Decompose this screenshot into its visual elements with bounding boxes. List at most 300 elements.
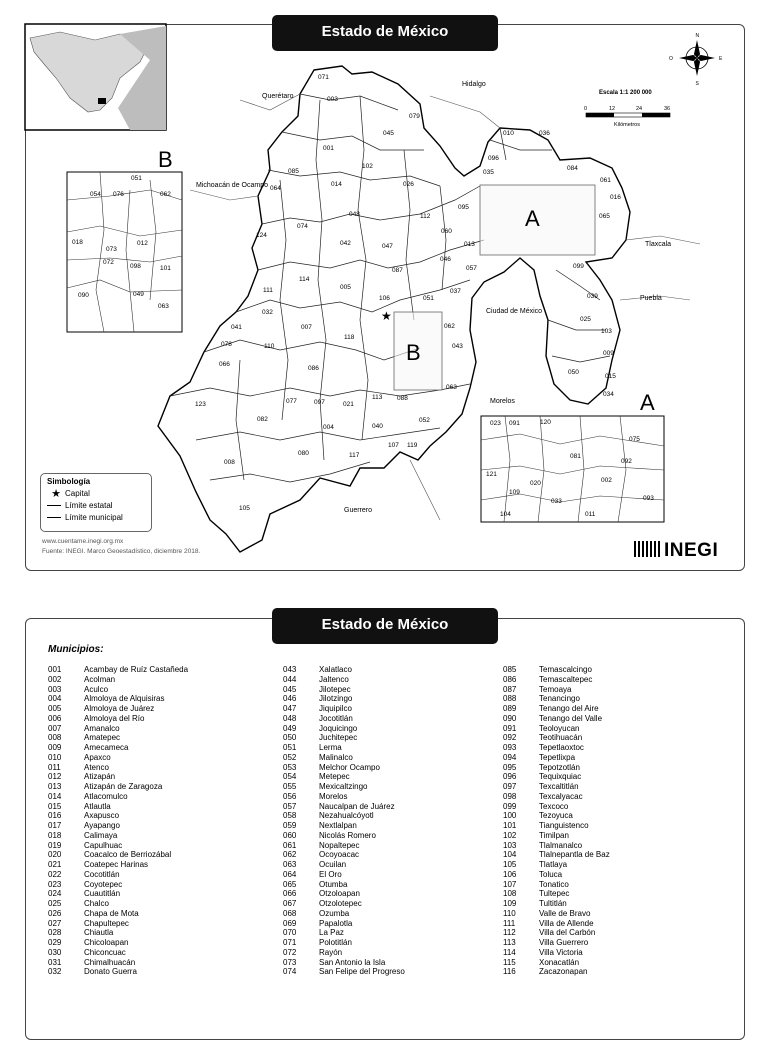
municipio-row bbox=[503, 899, 610, 909]
svg-text:N: N bbox=[695, 33, 700, 39]
municipality-code: 085 bbox=[288, 168, 299, 175]
municipio-name: Tlalnepantla de Baz bbox=[539, 850, 610, 860]
municipio-name: San Felipe del Progreso bbox=[319, 967, 405, 977]
municipio-code: 011 bbox=[48, 762, 61, 772]
municipality-code: 013 bbox=[464, 241, 475, 248]
municipio-row bbox=[48, 860, 188, 870]
municipio-row bbox=[48, 782, 188, 792]
municipio-code: 013 bbox=[48, 782, 62, 791]
municipality-code: 088 bbox=[397, 395, 408, 402]
label-guerrero: Guerrero bbox=[344, 507, 373, 514]
municipio-row bbox=[48, 948, 188, 958]
municipio-row bbox=[283, 694, 405, 704]
municipio-row bbox=[48, 811, 188, 821]
municipio-code: 065 bbox=[283, 879, 297, 889]
municipios-col-1 bbox=[48, 665, 188, 977]
inset-b-label-big: B bbox=[158, 147, 173, 172]
municipio-row bbox=[503, 821, 610, 831]
municipio-name: La Paz bbox=[319, 928, 344, 938]
municipality-code: 047 bbox=[382, 243, 393, 250]
municipio-row bbox=[503, 704, 610, 714]
municipio-name: Ocoyoacac bbox=[319, 850, 360, 860]
municipio-row bbox=[283, 870, 405, 880]
municipio-row bbox=[48, 870, 188, 880]
municipio-name: Otumba bbox=[319, 879, 348, 889]
municipio-code: 052 bbox=[283, 752, 297, 762]
municipality-code: 072 bbox=[103, 259, 114, 266]
state-line-icon bbox=[47, 505, 61, 506]
municipio-row bbox=[283, 763, 405, 773]
municipio-code: 058 bbox=[283, 811, 297, 821]
municipio-code: 085 bbox=[503, 665, 517, 674]
municipio-row bbox=[283, 889, 405, 899]
municipio-code: 008 bbox=[48, 733, 62, 743]
municipio-name: Apaxco bbox=[84, 752, 111, 762]
municipio-name: Tultepec bbox=[539, 889, 570, 899]
municipality-code: 105 bbox=[239, 505, 250, 512]
municipio-row bbox=[283, 841, 405, 851]
municipio-name: Jilotepec bbox=[319, 684, 351, 694]
svg-text:E: E bbox=[719, 56, 723, 62]
municipality-code: 065 bbox=[599, 213, 610, 220]
municipality-code: 046 bbox=[440, 256, 451, 263]
municipality-code: 016 bbox=[610, 194, 621, 201]
municipio-name: Capulhuac bbox=[84, 840, 123, 850]
municipio-row bbox=[503, 665, 610, 675]
municipio-row bbox=[503, 880, 610, 890]
municipio-name: Amatepec bbox=[84, 733, 121, 743]
municipio-code: 071 bbox=[283, 938, 297, 947]
municipio-code: 102 bbox=[503, 830, 517, 840]
municipality-code: 103 bbox=[601, 328, 612, 335]
municipality-code: 037 bbox=[450, 288, 461, 295]
municipio-row bbox=[48, 772, 188, 782]
municipio-code: 031 bbox=[48, 957, 62, 967]
municipality-code: 003 bbox=[327, 96, 338, 103]
municipio-name: Coacalco de Berriozábal bbox=[84, 850, 172, 860]
municipio-name: Juchitepec bbox=[319, 733, 358, 743]
municipality-code: 084 bbox=[567, 165, 578, 172]
municipio-name: Papalotla bbox=[319, 918, 353, 928]
legend bbox=[40, 473, 152, 532]
municipality-code: 004 bbox=[323, 424, 334, 431]
municipality-code: 054 bbox=[90, 191, 101, 198]
municipio-row bbox=[283, 685, 405, 695]
municipio-name: Texcaltitlán bbox=[539, 782, 579, 791]
municipio-name: Tianguistenco bbox=[539, 821, 589, 830]
municipality-code: 066 bbox=[219, 361, 230, 368]
municipality-code: 050 bbox=[568, 369, 579, 376]
municipality-code: 119 bbox=[407, 442, 418, 449]
svg-text:S: S bbox=[695, 81, 699, 87]
municipio-row bbox=[283, 958, 405, 968]
municipio-code: 062 bbox=[283, 850, 297, 860]
municipio-name: Temoaya bbox=[539, 684, 572, 694]
municipio-code: 056 bbox=[283, 791, 297, 801]
municipio-name: Jiquipilco bbox=[319, 704, 352, 713]
municipio-code: 050 bbox=[283, 733, 297, 743]
municipality-code: 060 bbox=[441, 228, 452, 235]
municipality-code: 048 bbox=[349, 211, 360, 218]
municipio-code: 086 bbox=[503, 674, 517, 684]
label-cdmx: Ciudad de México bbox=[486, 308, 543, 315]
municipio-row bbox=[48, 694, 188, 704]
municipio-code: 053 bbox=[283, 762, 297, 772]
municipality-code: 035 bbox=[483, 169, 494, 176]
municipio-code: 019 bbox=[48, 840, 62, 850]
municipio-code: 110 bbox=[503, 908, 516, 918]
municipio-code: 097 bbox=[503, 782, 517, 791]
municipio-row bbox=[48, 802, 188, 812]
municipio-row bbox=[283, 792, 405, 802]
municipality-code: 034 bbox=[603, 391, 614, 398]
municipio-row bbox=[48, 724, 188, 734]
legend-state: Límite estatal bbox=[65, 501, 113, 510]
municipio-row bbox=[48, 831, 188, 841]
municipio-code: 057 bbox=[283, 801, 297, 811]
municipio-row bbox=[283, 919, 405, 929]
municipio-code: 072 bbox=[283, 947, 297, 957]
municipio-code: 096 bbox=[503, 772, 517, 782]
municipio-name: Tenancingo bbox=[539, 694, 580, 704]
municipio-name: El Oro bbox=[319, 869, 342, 879]
municipio-code: 049 bbox=[283, 723, 297, 733]
municipio-code: 002 bbox=[48, 674, 62, 684]
municipio-row bbox=[48, 675, 188, 685]
municipality-code: 118 bbox=[344, 334, 355, 341]
municipio-code: 099 bbox=[503, 801, 517, 811]
municipio-code: 005 bbox=[48, 704, 62, 713]
municipio-name: Otzoloapan bbox=[319, 889, 360, 899]
municipio-row bbox=[48, 928, 188, 938]
municipio-name: Tenango del Aire bbox=[539, 704, 599, 713]
municipality-code: 102 bbox=[362, 163, 373, 170]
municipio-code: 048 bbox=[283, 713, 297, 723]
municipality-code: 012 bbox=[137, 240, 148, 247]
svg-text:12: 12 bbox=[609, 106, 616, 112]
locator-marker bbox=[98, 98, 106, 104]
municipio-row bbox=[503, 792, 610, 802]
municipio-row bbox=[48, 763, 188, 773]
municipio-row bbox=[283, 743, 405, 753]
municipio-code: 069 bbox=[283, 918, 297, 928]
municipio-code: 023 bbox=[48, 879, 62, 889]
municipality-code: 096 bbox=[488, 155, 499, 162]
municipality-code: 073 bbox=[106, 246, 117, 253]
svg-text:24: 24 bbox=[636, 106, 643, 112]
municipio-code: 107 bbox=[503, 879, 517, 889]
municipality-code: 025 bbox=[580, 316, 591, 323]
municipality-code: 036 bbox=[539, 130, 550, 137]
municipio-name: Villa Victoria bbox=[539, 947, 583, 957]
municipio-row bbox=[283, 811, 405, 821]
municipio-row bbox=[503, 870, 610, 880]
municipio-name: Cuautitlán bbox=[84, 889, 121, 899]
municipio-row bbox=[283, 753, 405, 763]
municipio-code: 028 bbox=[48, 928, 62, 938]
municipio-name: Tequixquiac bbox=[539, 772, 582, 782]
municipio-code: 029 bbox=[48, 938, 62, 947]
inset-a-label-map: A bbox=[525, 206, 540, 231]
municipality-code: 071 bbox=[318, 74, 329, 81]
municipio-row bbox=[283, 899, 405, 909]
municipio-code: 007 bbox=[48, 723, 62, 733]
municipio-name: Ayapango bbox=[84, 821, 120, 830]
municipio-row bbox=[283, 938, 405, 948]
municipio-row bbox=[503, 802, 610, 812]
municipio-code: 018 bbox=[48, 830, 62, 840]
municipio-name: Chicoloapan bbox=[84, 938, 129, 947]
municipio-name: Atizapán bbox=[84, 772, 116, 782]
municipality-code: 026 bbox=[403, 181, 414, 188]
municipio-name: Almoloya de Alquisiras bbox=[84, 694, 165, 704]
municipality-code: 041 bbox=[231, 324, 242, 331]
municipality-code: 081 bbox=[570, 453, 581, 460]
municipality-code: 112 bbox=[420, 213, 431, 220]
municipio-name: Tlalmanalco bbox=[539, 840, 583, 850]
municipio-row bbox=[503, 919, 610, 929]
municipio-name: Joquicingo bbox=[319, 723, 358, 733]
label-michoacan: Michoacán de Ocampo bbox=[196, 182, 268, 189]
municipio-name: Tepetlixpa bbox=[539, 752, 576, 762]
municipality-code: 062 bbox=[444, 323, 455, 330]
municipio-code: 070 bbox=[283, 928, 297, 938]
municipio-row bbox=[503, 928, 610, 938]
municipio-name: Texcoco bbox=[539, 801, 569, 811]
municipio-code: 012 bbox=[48, 772, 62, 782]
municipio-code: 094 bbox=[503, 752, 517, 762]
municipio-name: Ocuilan bbox=[319, 860, 347, 869]
municipio-name: Morelos bbox=[319, 791, 348, 801]
municipality-code: 051 bbox=[131, 175, 142, 182]
municipio-name: Atizapán de Zaragoza bbox=[84, 782, 163, 791]
municipio-code: 090 bbox=[503, 713, 517, 723]
municipality-code: 051 bbox=[423, 295, 434, 302]
municipio-code: 026 bbox=[48, 908, 62, 918]
municipio-row bbox=[503, 860, 610, 870]
municipality-code: 011 bbox=[585, 511, 596, 518]
municipality-code: 093 bbox=[643, 495, 654, 502]
municipios-heading: Municipios: bbox=[48, 644, 104, 655]
municipio-code: 044 bbox=[283, 674, 297, 684]
municipality-code: 042 bbox=[340, 240, 351, 247]
municipio-code: 064 bbox=[283, 869, 297, 879]
inegi-logo: INEGI bbox=[634, 540, 718, 562]
municipality-code: 008 bbox=[224, 459, 235, 466]
municipio-name: Tenango del Valle bbox=[539, 713, 603, 723]
municipio-row bbox=[48, 967, 188, 977]
municipio-code: 025 bbox=[48, 899, 62, 908]
municipality-code: 097 bbox=[314, 399, 325, 406]
source-note: Fuente: INEGI. Marco Geoestadístico, diciembre 2018. bbox=[42, 548, 201, 555]
municipio-code: 108 bbox=[503, 889, 517, 899]
municipio-name: Chimalhuacán bbox=[84, 957, 136, 967]
municipio-code: 105 bbox=[503, 860, 517, 869]
municipality-code: 075 bbox=[629, 436, 640, 443]
municipio-row bbox=[283, 704, 405, 714]
municipio-code: 046 bbox=[283, 694, 297, 704]
municipality-code: 109 bbox=[509, 489, 520, 496]
municipio-name: Calimaya bbox=[84, 830, 118, 840]
municipality-code: 098 bbox=[130, 263, 141, 270]
municipio-code: 020 bbox=[48, 850, 62, 860]
municipio-code: 111 bbox=[503, 918, 516, 928]
label-puebla: Puebla bbox=[640, 295, 662, 302]
municipio-code: 114 bbox=[503, 947, 516, 957]
municipality-code: 021 bbox=[343, 401, 354, 408]
municipio-row bbox=[48, 733, 188, 743]
legend-title: Simbología bbox=[47, 477, 91, 486]
municipio-row bbox=[503, 733, 610, 743]
municipio-name: Malinalco bbox=[319, 752, 353, 762]
municipio-code: 022 bbox=[48, 869, 62, 879]
compass-icon bbox=[669, 33, 723, 87]
municipio-row bbox=[48, 889, 188, 899]
municipio-name: Acambay de Ruíz Castañeda bbox=[84, 665, 189, 674]
municipio-name: Cocotitlán bbox=[84, 869, 120, 879]
municipality-code: 057 bbox=[466, 265, 477, 272]
municipio-row bbox=[503, 675, 610, 685]
municipio-code: 113 bbox=[503, 938, 516, 947]
star-icon: ★ bbox=[51, 488, 61, 500]
municipio-name: Tepotzotlán bbox=[539, 762, 580, 772]
municipio-code: 109 bbox=[503, 899, 517, 908]
municipio-row bbox=[48, 880, 188, 890]
inegi-bars-icon bbox=[634, 541, 660, 557]
svg-text:Escala 1:1 200 000: Escala 1:1 200 000 bbox=[599, 90, 652, 96]
municipio-row bbox=[503, 831, 610, 841]
municipio-name: Chiconcuac bbox=[84, 947, 126, 957]
municipio-code: 073 bbox=[283, 957, 297, 967]
municipio-code: 059 bbox=[283, 821, 297, 830]
municipality-code: 124 bbox=[256, 232, 267, 239]
municipio-name: Lerma bbox=[319, 743, 342, 752]
municipio-code: 027 bbox=[48, 918, 62, 928]
municipio-code: 010 bbox=[48, 752, 62, 762]
municipio-name: Almoloya del Río bbox=[84, 713, 145, 723]
municipio-name: Aculco bbox=[84, 684, 109, 694]
municipio-name: Otzolotepec bbox=[319, 899, 362, 908]
municipio-row bbox=[503, 958, 610, 968]
svg-text:0: 0 bbox=[584, 106, 588, 112]
municipio-code: 051 bbox=[283, 743, 297, 752]
municipio-code: 054 bbox=[283, 772, 297, 782]
municipio-row bbox=[283, 665, 405, 675]
municipality-code: 020 bbox=[530, 480, 541, 487]
municipio-code: 060 bbox=[283, 830, 297, 840]
municipio-row bbox=[503, 841, 610, 851]
municipality-code: 039 bbox=[587, 293, 598, 300]
municipio-row bbox=[48, 841, 188, 851]
municipio-name: Tultitlán bbox=[539, 899, 567, 908]
municipios-col-2 bbox=[283, 665, 405, 977]
municipio-name: Xalatlaco bbox=[319, 665, 352, 674]
municipio-code: 067 bbox=[283, 899, 297, 908]
municipality-code: 043 bbox=[452, 343, 463, 350]
municipio-row bbox=[48, 821, 188, 831]
municipio-name: Chiautla bbox=[84, 928, 114, 938]
municipio-name: Mexicaltzingo bbox=[319, 782, 368, 791]
municipio-row bbox=[283, 675, 405, 685]
svg-text:Kilómetros: Kilómetros bbox=[614, 122, 640, 128]
municipality-code: 092 bbox=[621, 458, 632, 465]
municipality-code: 063 bbox=[158, 303, 169, 310]
municipality-code: 063 bbox=[446, 384, 457, 391]
municipio-row bbox=[503, 782, 610, 792]
municipality-code: 104 bbox=[500, 511, 511, 518]
municipio-row bbox=[503, 909, 610, 919]
municipio-code: 004 bbox=[48, 694, 62, 704]
municipality-code: 120 bbox=[540, 419, 551, 426]
municipality-code: 121 bbox=[486, 471, 497, 478]
municipio-code: 112 bbox=[503, 928, 516, 938]
municipio-code: 014 bbox=[48, 791, 62, 801]
municipio-code: 047 bbox=[283, 704, 297, 713]
municipality-code: 106 bbox=[379, 295, 390, 302]
municipio-code: 101 bbox=[503, 821, 517, 830]
municipality-code: 090 bbox=[78, 292, 89, 299]
municipio-row bbox=[48, 714, 188, 724]
municipio-code: 043 bbox=[283, 665, 297, 674]
municipio-name: Temascaltepec bbox=[539, 674, 593, 684]
label-morelos: Morelos bbox=[490, 398, 515, 405]
municipio-code: 066 bbox=[283, 889, 297, 899]
municipio-name: Atenco bbox=[84, 762, 109, 772]
municipio-row bbox=[283, 714, 405, 724]
municipio-row bbox=[503, 753, 610, 763]
municipio-row bbox=[283, 967, 405, 977]
municipio-row bbox=[503, 967, 610, 977]
municipio-code: 103 bbox=[503, 840, 517, 850]
municipio-row bbox=[48, 792, 188, 802]
municipio-name: Almoloya de Juárez bbox=[84, 704, 155, 713]
municipio-name: Villa de Allende bbox=[539, 918, 594, 928]
municipio-name: San Antonio la Isla bbox=[319, 957, 386, 967]
municipality-code: 032 bbox=[262, 309, 273, 316]
municipio-name: Chapultepec bbox=[84, 918, 129, 928]
municipality-code: 111 bbox=[263, 287, 273, 294]
municipio-row bbox=[503, 724, 610, 734]
municipality-code: 079 bbox=[409, 113, 420, 120]
municipio-row bbox=[503, 811, 610, 821]
municipality-code: 107 bbox=[388, 442, 399, 449]
municipality-code: 064 bbox=[270, 185, 281, 192]
municipio-code: 021 bbox=[48, 860, 62, 869]
municipio-code: 016 bbox=[48, 811, 62, 821]
municipio-code: 063 bbox=[283, 860, 297, 869]
municipio-name: Jocotitlán bbox=[319, 713, 353, 723]
municipio-code: 074 bbox=[283, 967, 297, 977]
municipio-row bbox=[503, 850, 610, 860]
municipio-row bbox=[48, 685, 188, 695]
municipio-row bbox=[48, 909, 188, 919]
municipio-name: Chalco bbox=[84, 899, 109, 908]
inset-b-label-map: B bbox=[406, 340, 421, 365]
capital-star: ★ bbox=[381, 309, 392, 323]
svg-text:O: O bbox=[669, 56, 673, 62]
municipio-row bbox=[283, 733, 405, 743]
municipio-row bbox=[48, 958, 188, 968]
municipio-name: Coatepec Harinas bbox=[84, 860, 149, 869]
municipio-name: Amanalco bbox=[84, 723, 120, 733]
municipio-row bbox=[503, 763, 610, 773]
municipio-code: 009 bbox=[48, 743, 62, 752]
municipio-name: Polotitlán bbox=[319, 938, 352, 947]
municipio-row bbox=[283, 928, 405, 938]
municipio-name: Ozumba bbox=[319, 908, 350, 918]
municipality-code: 018 bbox=[72, 239, 83, 246]
municipio-row bbox=[283, 850, 405, 860]
